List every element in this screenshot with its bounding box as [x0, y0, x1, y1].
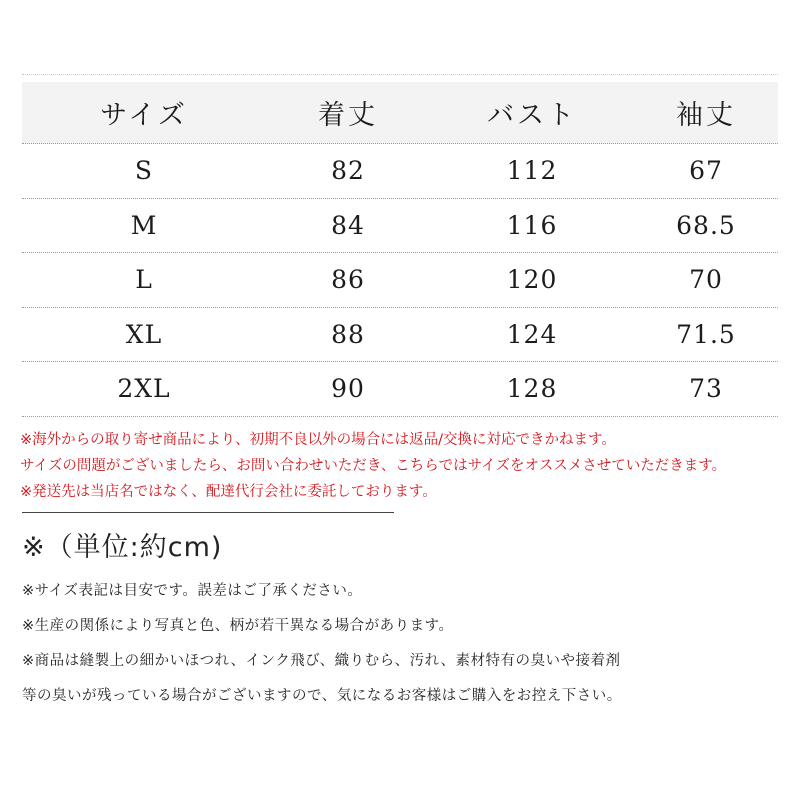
red-note: ※海外からの取り寄せ商品により、初期不良以外の場合には返品/交換に対応できかねます。 [20, 432, 616, 448]
length-cell: 90 [331, 374, 365, 404]
disclaimer-notes [22, 574, 782, 714]
bust-cell: 112 [506, 156, 558, 186]
size-cell: M [130, 210, 158, 240]
size-cell: L [135, 265, 153, 295]
table-header-row [22, 82, 778, 144]
length-cell: 86 [331, 265, 365, 295]
table-row [22, 144, 778, 199]
size-cell: XL [125, 319, 163, 349]
sleeve-cell: 71.5 [676, 319, 736, 349]
red-notes [20, 427, 780, 505]
header-bust: バスト [487, 100, 577, 131]
red-note: サイズの問題がございましたら、お問い合わせいただき、こちらではサイズをオススメさせていただきます。 [20, 458, 727, 474]
bust-cell: 116 [506, 210, 558, 240]
disclaimer-note: ※生産の関係により写真と色、柄が若干異なる場合があります。 [22, 618, 454, 634]
sleeve-cell: 68.5 [676, 210, 736, 240]
unit-label: ※（単位:約cm) [22, 532, 223, 563]
header-sleeve: 袖丈 [676, 100, 736, 131]
table-row [22, 308, 778, 363]
bust-cell: 128 [506, 374, 558, 404]
disclaimer-note: ※商品は縫製上の細かいほつれ、インク飛び、織りむら、汚れ、素材特有の臭いや接着剤 [22, 653, 621, 669]
top-divider [22, 74, 778, 75]
sleeve-cell: 67 [689, 156, 723, 186]
length-cell: 84 [331, 210, 365, 240]
bust-cell: 124 [506, 319, 558, 349]
red-note: ※発送先は当店名ではなく、配達代行会社に委託しております。 [20, 484, 437, 500]
length-cell: 82 [331, 156, 365, 186]
size-cell: S [134, 156, 154, 186]
size-cell: 2XL [117, 374, 171, 404]
size-table [22, 82, 778, 417]
bust-cell: 120 [506, 265, 558, 295]
disclaimer-note: 等の臭いが残っている場合がございますので、気になるお客様はご購入をお控え下さい。 [22, 688, 622, 704]
length-cell: 88 [331, 319, 365, 349]
table-row [22, 199, 778, 254]
sleeve-cell: 70 [689, 265, 723, 295]
header-size: サイズ [100, 100, 188, 131]
table-row [22, 253, 778, 308]
section-divider [22, 512, 394, 513]
header-length: 着丈 [318, 100, 378, 131]
sleeve-cell: 73 [689, 374, 723, 404]
table-row [22, 362, 778, 417]
disclaimer-note: ※サイズ表記は目安です。誤差はご了承ください。 [22, 583, 363, 599]
